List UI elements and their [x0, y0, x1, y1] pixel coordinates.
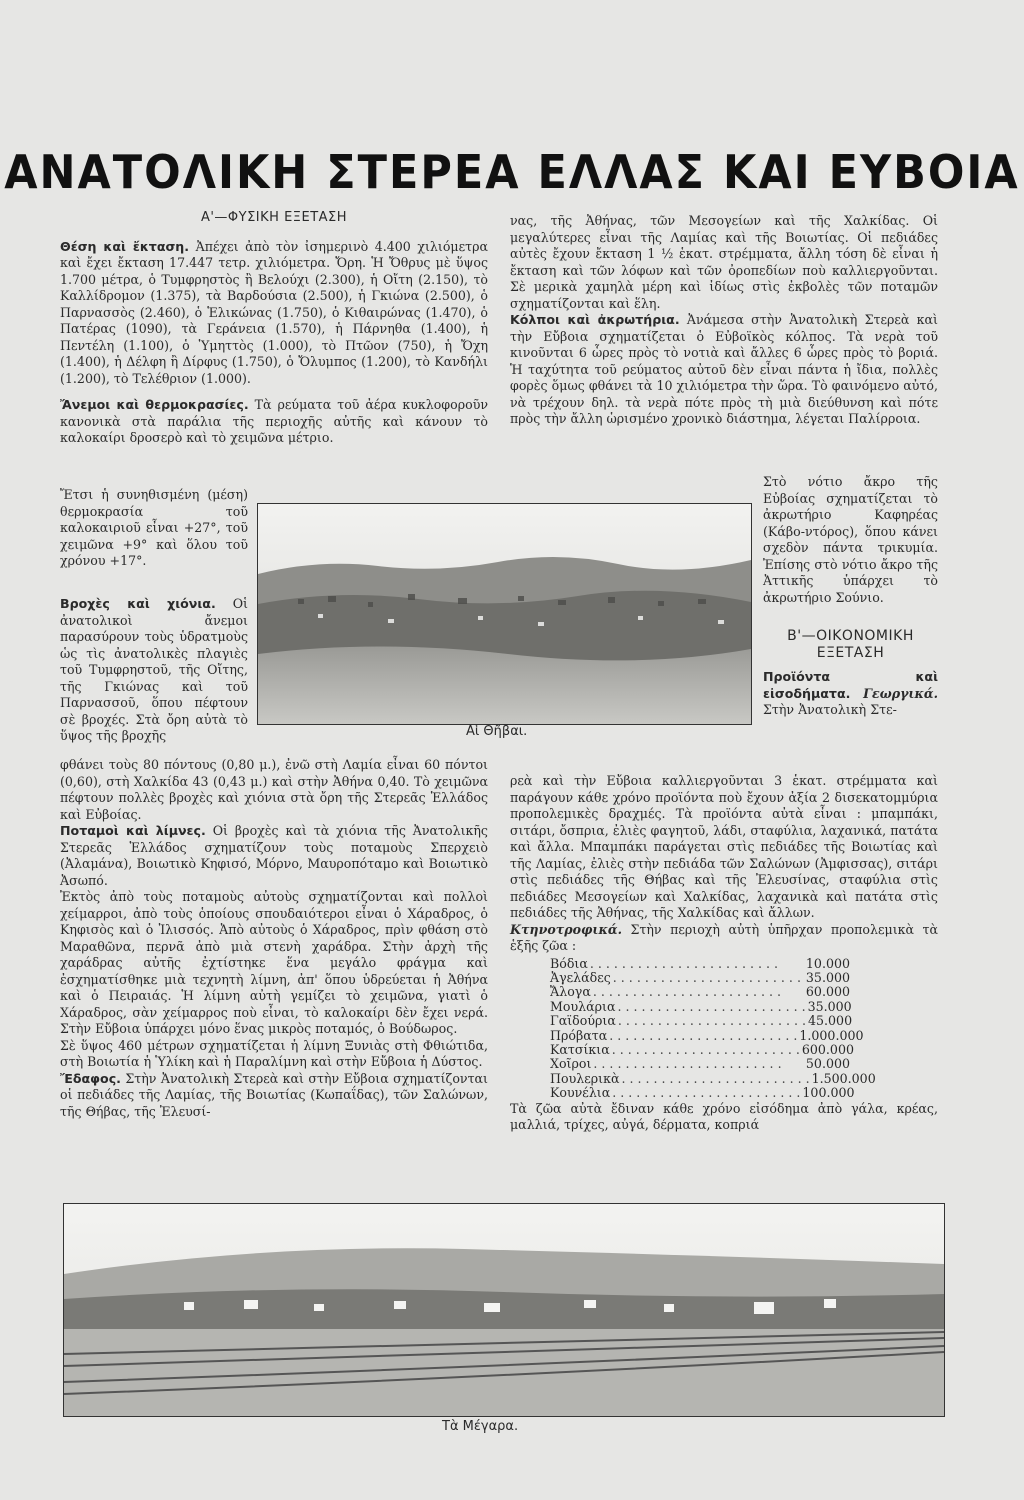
- livestock-row: [550, 1027, 864, 1043]
- livestock-table: [550, 955, 876, 1101]
- paragraph-rain: [60, 596, 248, 745]
- paragraph-text: Οἱ ἀνατολικοὶ ἄνεμοι παρασύρουν τοὺς ὑδρατμοὺς ὡς τὶς ἀνατολικὲς πλαγιὲς τοῦ Τυμφρηστοῦ, τῆς Οἴτης, τῆς Γκιώνας καὶ τοῦ Παρνασσοῦ, ὅπου πέφτουν σὲ βροχές. Στὰ ὄρη αὐτὰ τὸ ὕψος τῆς βροχῆς: [60, 596, 248, 743]
- livestock-count: 50.000: [805, 1056, 850, 1072]
- livestock-row: [550, 1013, 853, 1029]
- livestock-count: 1.500.000: [811, 1070, 876, 1086]
- paragraph-text: Στὴν Ἀνατολικὴ Στε-: [763, 702, 897, 717]
- section-b-line2: ΕΞΕΤΑΣΗ: [816, 644, 885, 661]
- paragraph-livestock: [510, 922, 938, 955]
- livestock-count: 100.000: [802, 1085, 855, 1101]
- thebes-landscape-image: [258, 504, 751, 724]
- paragraph-text: Οἱ βροχὲς καὶ τὰ χιόνια τῆς Ἀνατολικῆς Στερεᾶς Ἑλλάδος σχηματίζουν τοὺς ποταμοὺς Σπερχειὸ (Ἀλαμάνα), Βοιωτικὸ Κηφισό, Μόρνο, Μαυροπόταμο καὶ Βοιωτικὸ Ἀσωπό.: [60, 823, 488, 888]
- livestock-count: 1.000.000: [799, 1027, 864, 1043]
- livestock-name: Κατσίκια: [550, 1041, 610, 1057]
- livestock-count: 35.000: [805, 969, 850, 985]
- livestock-row: [550, 1085, 855, 1101]
- livestock-row: [550, 957, 850, 971]
- paragraph-heading: Ἄνεμοι καὶ θερμοκρασίες.: [60, 397, 249, 412]
- livestock-count: 600.000: [801, 1041, 854, 1057]
- paragraph-soil: [60, 1071, 488, 1121]
- paragraph-text: Στὴν περιοχὴ αὐτὴ ὑπῆρχαν προπολεμικὰ τὰ ἑξῆς ζῶα :: [510, 921, 938, 953]
- livestock-row: [550, 1057, 850, 1071]
- photo-megara: [63, 1203, 945, 1417]
- paragraph-text: Ἀνάμεσα στὴν Ἀνατολικὴ Στερεὰ καὶ τὴν Εὔβοια σχηματίζεται ὁ Εὐβοϊκὸς κόλπος. Τὰ νερὰ τοῦ κινοῦνται 6 ὧρες πρὸς τὸ νοτιὰ καὶ ἄλλες 6 ὧρες πρὸς τὸ βοριά. Ἡ ταχύτητα τοῦ ρεύματος αὐτοῦ δὲν εἶναι πάντα ἡ ἴδια, πολλὲς φορὲς ὅμως φθάνει τὰ 10 χιλιόμετρα τὴν ὥρα. Τὸ φαινόμενο αὐτό, νὰ τρέχουν δηλ. τὰ νερὰ πότε πρὸς τὴ μιὰ διεύθυνση καὶ πότε πρὸς τὴν ἄλλη ὡρισμένο χρονικὸ διάστημα, λέγεται Παλίρροια.: [510, 312, 938, 426]
- livestock-leader: . . . . . . . . . . . . . . . . . . . . . . . .: [611, 1041, 800, 1057]
- paragraph-livestock-income: Τὰ ζῶα αὐτὰ ἔδιναν κάθε χρόνο εἰσόδημα ἀπὸ γάλα, κρέας, μαλλιά, τρίχες, αὐγά, δέρματα, κοπριά: [510, 1100, 938, 1133]
- paragraph-gulfs: [510, 312, 938, 428]
- livestock-row: [550, 1000, 850, 1014]
- right-column-lower: [510, 773, 938, 1134]
- livestock-count: 10.000: [805, 955, 850, 971]
- page-title: ΑΝΑΤΟΛΙΚΗ ΣΤΕΡΕΑ ΕΛΛΑΣ ΚΑΙ ΕΥΒΟΙΑ: [4, 146, 1020, 200]
- paragraph-rivers: [60, 823, 488, 889]
- livestock-count: 60.000: [805, 984, 850, 1000]
- paragraph-text: ρεὰ καὶ τὴν Εὔβοια καλλιεργοῦνται 3 ἑκατ. στρέμματα καὶ παράγουν κάθε χρόνο προϊόντα ποὺ ἔχουν ἀξία 2 δισεκατομμύρια προπολεμικὲς δραχμές. Τὰ προϊόντα αὐτὰ εἶναι : μπαμπάκι, σιτάρι, ὄσπρια, ἐλιὲς φαγητοῦ, λάδι, σταφύλια, λαχανικά, πατάτα καὶ ἄλλα. Μπαμπάκι παράγεται στὶς πεδιάδες τῆς Βοιωτίας καὶ τῆς Λαμίας, ἐλιὲς στὴν πεδιάδα τῶν Σαλώνων (Ἀμφισσας), σιτάρι στὶς πεδιάδες τῆς Θήβας καὶ τῆς Ἐλευσίνας, σταφύλια στὶς πεδιάδες Μεσογείων καὶ Χαλκίδας, λαχανικὰ καὶ πατάτα στὶς πεδιάδες τῆς Ἀθήνας, τῆς Χαλκίδας καὶ ἄλλων.: [510, 773, 938, 920]
- caption-thebes: Αἱ Θῆβαι.: [466, 724, 528, 739]
- paragraph-heading: Κόλποι καὶ ἀκρωτήρια.: [510, 312, 680, 327]
- livestock-name: Κουνέλια: [550, 1085, 611, 1101]
- paragraph-subheading: Γεωργικά.: [863, 685, 938, 701]
- livestock-row: [550, 1070, 876, 1086]
- livestock-leader: . . . . . . . . . . . . . . . . . . . . . . . .: [621, 1070, 810, 1086]
- paragraph-winds: [60, 397, 488, 447]
- paragraph-text: Στὸ νότιο ἄκρο τῆς Εὐβοίας σχηματίζεται τὸ ἀκρωτήριο Καφηρέας (Κάβο-ντόρος), ὅπου κάνει σχεδὸν πάντα τρικυμία. Ἐπίσης στὸ νότιο ἄκρο τῆς Ἀττικῆς ὑπάρχει τὸ ἀκρωτήριο Σούνιο.: [763, 474, 938, 605]
- right-wrap-capes: [763, 474, 938, 719]
- livestock-leader: . . . . . . . . . . . . . . . . . . . . . . . .: [612, 969, 801, 985]
- paragraph-heading: Κτηνοτροφικά.: [510, 921, 622, 937]
- livestock-name: Μουλάρια: [550, 998, 616, 1014]
- right-column: [510, 213, 938, 428]
- paragraph-text: Στὴν Ἀνατολικὴ Στερεὰ καὶ στὴν Εὔβοια σχηματίζονται οἱ πεδιάδες τῆς Λαμίας, τῆς Βοιωτίας (Κωπαΐδας), τῶν Σαλώνων, τῆς Θήβας, τῆς Ἐλευσί-: [60, 1070, 488, 1119]
- livestock-leader: . . . . . . . . . . . . . . . . . . . . . . . .: [617, 998, 806, 1014]
- paragraph-heading: Βροχὲς καὶ χιόνια.: [60, 596, 216, 611]
- livestock-leader: . . . . . . . . . . . . . . . . . . . . . . . .: [592, 984, 781, 1000]
- paragraph-heading: Ποταμοὶ καὶ λίμνες.: [60, 823, 206, 838]
- livestock-row: [550, 971, 850, 985]
- paragraph-heading: Προϊόντα καὶ εἰσοδήματα.: [763, 669, 938, 701]
- left-wrap-temperature: [60, 487, 248, 570]
- livestock-name: Βόδια: [550, 955, 588, 971]
- paragraph-heading: Θέση καὶ ἔκταση.: [60, 238, 190, 254]
- paragraph-position: [60, 239, 488, 388]
- section-a-heading: Α'—ΦΥΣΙΚΗ ΕΞΕΤΑΣΗ: [200, 210, 348, 225]
- left-column-lower: [60, 757, 488, 1120]
- paragraph-torrents: Ἐκτὸς ἀπὸ τοὺς ποταμοὺς αὐτοὺς σχηματίζονται καὶ πολλοὶ χείμαρροι, ἀπὸ τοὺς ὁποίους σπουδαιότεροι εἶναι ὁ Χάραδρος, ὁ Κηφισὸς καὶ ὁ Ἰλισσός. Ἀπὸ αὐτοὺς ὁ Χάραδρος, πρὶν φθάση στὸ Μαραθῶνα, περνᾶ ἀπὸ μιὰ στενὴ χαράδρα. Στὴν ἀρχὴ τῆς χαράδρας αὐτῆς ἐχτίστηκε ἕνα μεγάλο φράγμα καὶ ἐσχηματίσθηκε μιὰ τεχνητὴ λίμνη, ἀπ' ὅπου ὑδρεύεται ἡ Ἀθήνα καὶ ὁ Πειραιάς. Ἡ λίμνη αὐτὴ γεμίζει τὸ χειμῶνα, γιατὶ ὁ Χάραδρος, σὰν χείμαρρος ποὺ εἶναι, τὸ καλοκαίρι δὲν ἔχει νερά. Στὴν Εὔβοια ὑπάρχει μόνο ἕνας μικρὸς ποταμός, ὁ Βούδωρος.: [60, 889, 488, 1036]
- livestock-name: Πρόβατα: [550, 1027, 608, 1043]
- paragraph-text: νας, τῆς Ἀθήνας, τῶν Μεσογείων καὶ τῆς Χαλκίδας. Οἱ μεγαλύτερες εἶναι τῆς Λαμίας καὶ τῆς Βοιωτίας. Οἱ πεδιάδες αὐτὲς ἔχουν ἔκταση 1 ½ ἑκατ. στρέμματα, ἄλλη τόση δὲ εἶναι ἡ ἔκταση καὶ τῶν λόφων καὶ τῶν ὀροπεδίων ποὺ καλλιεργοῦνται. Σὲ μερικὰ χαμηλὰ μέρη καὶ ἰδίως στὶς ἐκβολὲς τῶν ποταμῶν σχηματίζονται καὶ ἕλη.: [510, 213, 938, 311]
- left-wrap-rain: [60, 596, 248, 745]
- caption-megara: Τὰ Μέγαρα.: [442, 1419, 519, 1434]
- livestock-row: [550, 1041, 854, 1057]
- paragraph-text: φθάνει τοὺς 80 πόντους (0,80 μ.), ἐνῶ στὴ Λαμία εἶναι 60 πόντοι (0,60), στὴ Χαλκίδα 43 (0,43 μ.) καὶ στὴν Ἀθήνα 0,40. Τὸ χειμῶνα πέφτουν πολλὲς βροχὲς καὶ χιόνια στὰ ὄρη τῆς Στερεᾶς Ἑλλάδος καὶ Εὐβοίας.: [60, 757, 488, 822]
- livestock-leader: . . . . . . . . . . . . . . . . . . . . . . . .: [593, 1056, 782, 1072]
- paragraph-text: Ἀπέχει ἀπὸ τὸν ἰσημερινὸ 4.400 χιλιόμετρα καὶ ἔχει ἔκταση 17.447 τετρ. χιλιόμετρα. Ὄρη. Ἡ Ὄθρυς μὲ ὕψος 1.700 μέτρα, ὁ Τυμφρηστὸς ἢ Βελούχι (2.300), ἡ Οἴτη (2.150), τὸ Καλλίδρομον (1.375), τὰ Βαρδούσια (2.500), ἡ Γκιώνα (2.500), ὁ Παρνασσὸς (2.460), ὁ Ἑλικώνας (1.750), ὁ Κιθαιρώνας (1.470), ὁ Πατέρας (1090), τὰ Γεράνεια (1.570), ἡ Πάρνηθα (1.400), ἡ Πεντέλη (1.100), ὁ Ὑμηττὸς (1.000), τὸ Πτῶον (750), ἡ Ὄχη (1.400), ἡ Δέλφη ἢ Δίρφυς (1.750), ὁ Ὄλυμπος (1.200), τὸ Κανδήλι (1.200), τὸ Τελέθριον (1.000).: [60, 238, 488, 386]
- livestock-name: Γαϊδούρια: [550, 1013, 616, 1029]
- livestock-name: Ἄλογα: [550, 984, 591, 1000]
- section-b-heading: [763, 628, 938, 661]
- section-b-line1: Β'—ΟΙΚΟΝΟΜΙΚΗ: [787, 628, 914, 644]
- livestock-leader: . . . . . . . . . . . . . . . . . . . . . . . .: [609, 1027, 798, 1043]
- paragraph-products: [763, 669, 938, 719]
- livestock-name: Χοῖροι: [550, 1056, 592, 1072]
- livestock-leader: . . . . . . . . . . . . . . . . . . . . . . . .: [589, 955, 779, 971]
- left-column: [60, 210, 488, 447]
- livestock-count: 45.000: [808, 1013, 853, 1029]
- paragraph-text: Ἔτσι ἡ συνηθισμένη (μέση) θερμοκρασία τοῦ καλοκαιριοῦ εἶναι +27°, τοῦ χειμῶνα +9° καὶ ὅλου τοῦ χρόνου +17°.: [60, 487, 248, 568]
- livestock-count: 35.000: [807, 998, 852, 1014]
- livestock-leader: . . . . . . . . . . . . . . . . . . . . . . . .: [617, 1013, 807, 1029]
- paragraph-heading: Ἔδαφος.: [60, 1070, 121, 1086]
- livestock-row: [550, 985, 850, 999]
- photo-thebes: [257, 503, 752, 725]
- paragraph-lakes: Σὲ ὕψος 460 μέτρων σχηματίζεται ἡ λίμνη Ξυνιὰς στὴ Φθιώτιδα, στὴ Βοιωτία ἡ Ὑλίκη καὶ ἡ Παραλίμνη καὶ στὴν Εὔβοια ἡ Δύστος.: [60, 1037, 488, 1069]
- paragraph-text: Τὰ ρεύματα τοῦ ἀέρα κυκλοφοροῦν κανονικὰ στὰ παράλια τῆς περιοχῆς αὐτῆς καὶ κάνουν τὸ καλοκαίρι δροσερὸ καὶ τὸ χειμῶνα μέτριο.: [60, 397, 489, 445]
- megara-panorama-image: [64, 1204, 944, 1416]
- livestock-leader: . . . . . . . . . . . . . . . . . . . . . . . .: [612, 1085, 801, 1101]
- livestock-name: Ἀγελάδες: [550, 969, 611, 985]
- livestock-name: Πουλερικὰ: [550, 1070, 620, 1086]
